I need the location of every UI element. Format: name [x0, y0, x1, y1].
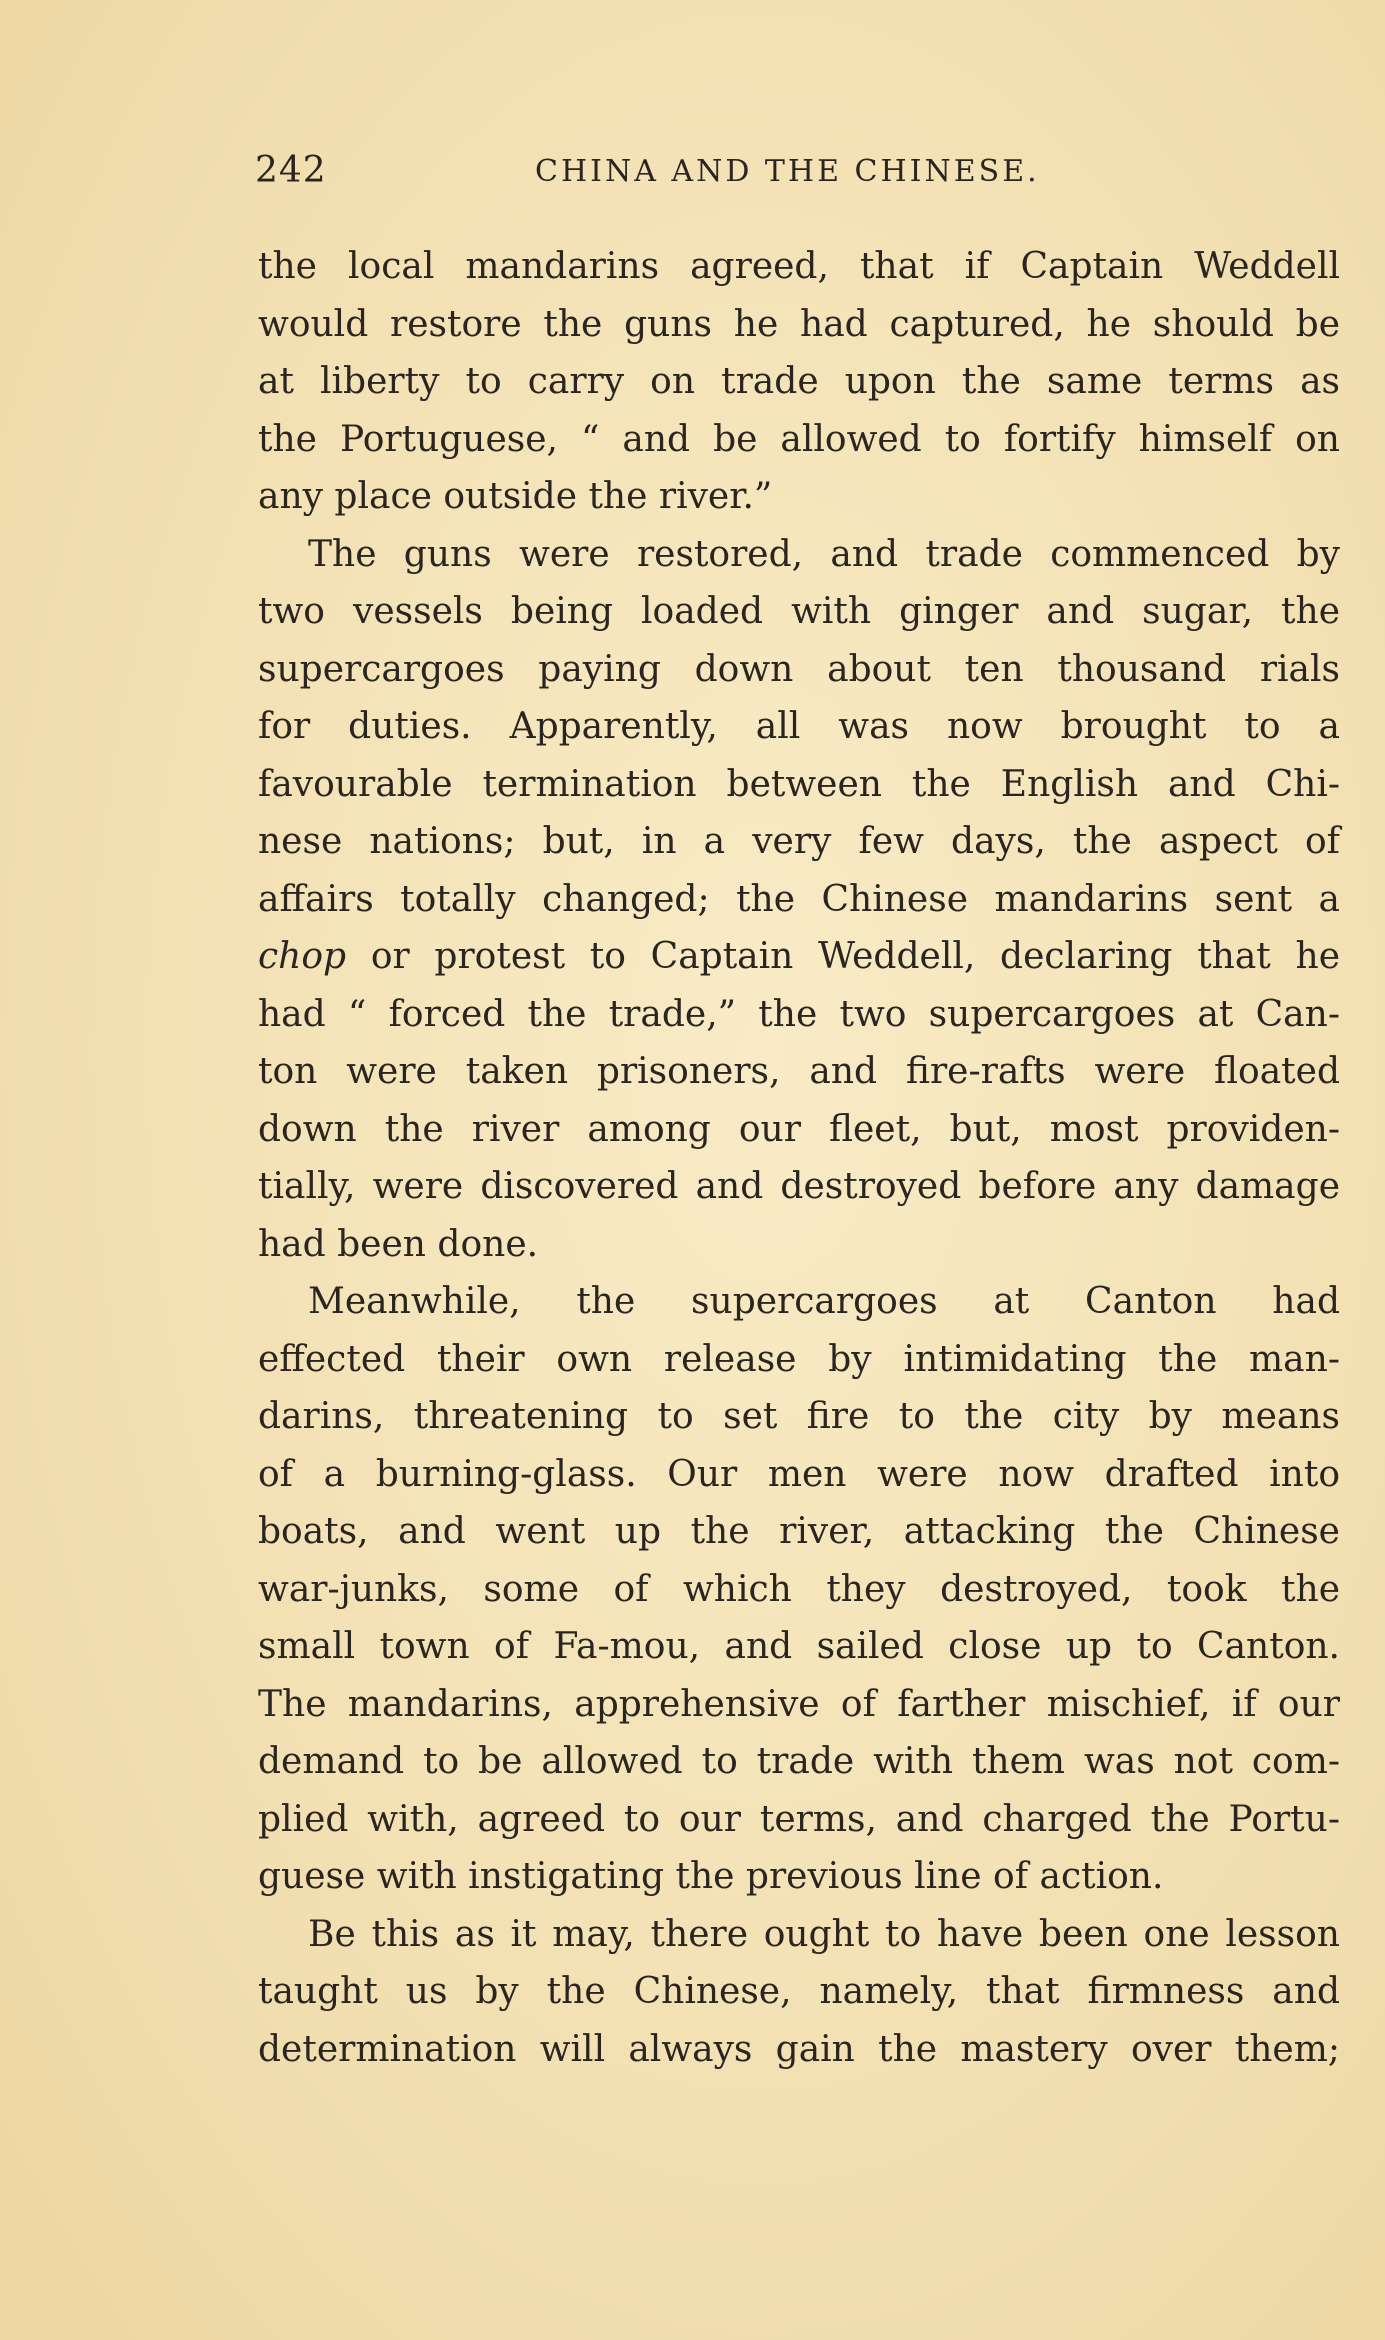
text-line: any place outside the river.” [258, 476, 773, 517]
text-line: determination will always gain the mastery over them; [258, 2028, 1340, 2070]
text-line: supercargoes paying down about ten thousand rials [258, 648, 1340, 690]
body-text [258, 238, 1340, 2078]
text-line: the Portuguese, “ and be allowed to fortify himself on [258, 418, 1340, 460]
text-line: nese nations; but, in a very few days, the aspect of [258, 821, 1340, 862]
text-line: The mandarins, apprehensive of farther mischief, if our [258, 1683, 1340, 1725]
text-line: had “ forced the trade,” the two supercargoes at Can- [258, 993, 1340, 1035]
text-line: the local mandarins agreed, that if Captain Weddell [258, 246, 1340, 287]
text-line-with-italic [258, 928, 1340, 986]
paragraph-start-line: The guns were restored, and trade commenced by [308, 533, 1340, 575]
italic-word: chop [258, 936, 347, 977]
text-line: effected their own release by intimidating the man- [258, 1338, 1340, 1380]
text-line: darins, threatening to set fire to the city by means [258, 1396, 1340, 1437]
text-line: boats, and went up the river, attacking the Chinese [258, 1511, 1340, 1552]
text-line: guese with instigating the previous line of action. [258, 1856, 1164, 1897]
text-line: two vessels being loaded with ginger and sugar, the [258, 591, 1340, 632]
text-line: affairs totally changed; the Chinese mandarins sent a [258, 878, 1340, 920]
text-line: war-junks, some of which they destroyed, took the [258, 1568, 1340, 1610]
paragraph-start-line: Meanwhile, the supercargoes at Canton had [308, 1281, 1340, 1322]
text-line: of a burning-glass. Our men were now drafted into [258, 1453, 1340, 1495]
text-line: ton were taken prisoners, and fire-rafts were floated [258, 1051, 1340, 1092]
text-line: would restore the guns he had captured, he should be [258, 303, 1340, 345]
text-line: favourable termination between the English and Chi- [258, 763, 1340, 805]
text-line: down the river among our fleet, but, most providen- [258, 1108, 1340, 1150]
text-line: had been done. [258, 1223, 539, 1265]
text-line: small town of Fa-mou, and sailed close up to Canton. [258, 1626, 1340, 1667]
text-line: plied with, agreed to our terms, and charged the Portu- [258, 1798, 1340, 1840]
text-line: at liberty to carry on trade upon the same terms as [258, 361, 1340, 402]
paragraph-start-line: Be this as it may, there ought to have been one lesson [308, 1913, 1340, 1955]
text-line: demand to be allowed to trade with them was not com- [258, 1741, 1340, 1782]
text-line-rest: or protest to Captain Weddell, declaring that he [370, 936, 1340, 977]
text-line: for duties. Apparently, all was now brought to a [258, 706, 1340, 747]
running-head [255, 150, 1340, 200]
page-number: 242 [255, 150, 327, 191]
text-line: tially, were discovered and destroyed before any damage [258, 1166, 1340, 1207]
text-line: taught us by the Chinese, namely, that firmness and [258, 1971, 1340, 2012]
running-title: CHINA AND THE CHINESE. [535, 154, 1040, 189]
